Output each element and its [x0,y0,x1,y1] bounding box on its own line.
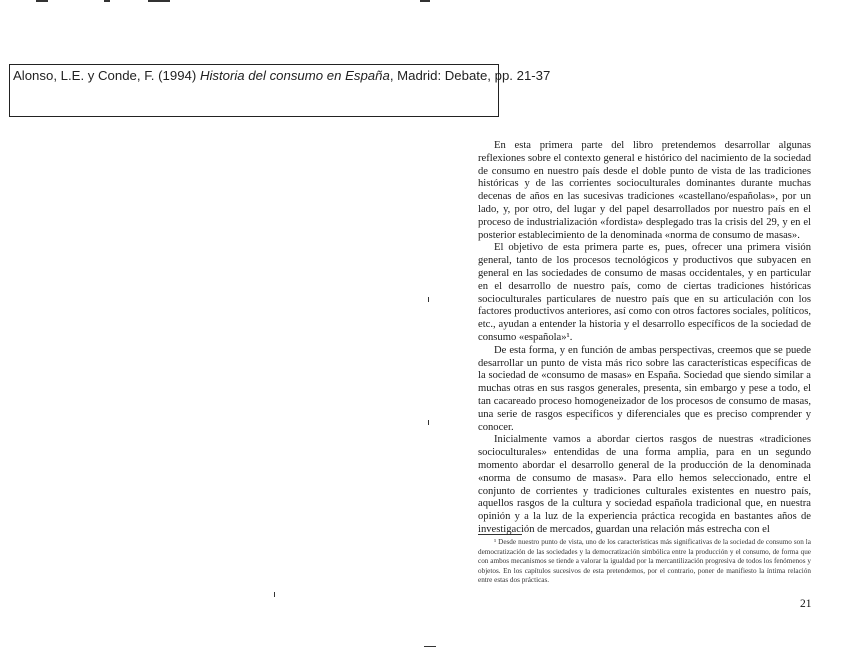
scan-mark [104,0,110,2]
paragraph: En esta primera parte del libro pretendemos desarrollar algunas reflexiones sobre el contexto general e histórico del nacimiento de la sociedad de consumo en nuestro país desde el doble punto de vista de las tradiciones históricas y de las corrientes socioculturales dominantes durante muchas decenas de años en las sucesivas tradiciones «castellano/españolas», por un lado, y, por otro, del lugar y del papel desarrollados por nuestro país en el proceso de industrialización «fordista» desplegado tras la crisis del 29, y en el posterior establecimiento de la denominada «norma de consumo de masas». [478,140,811,241]
scan-mark [428,297,429,302]
citation-publisher: , Madrid: Debate, pp. 21-37 [389,68,551,83]
scan-mark [148,0,170,2]
scan-mark [420,0,430,2]
citation-box [9,64,551,117]
citation-authors: Alonso, L.E. y Conde, F. (1994) [13,68,200,83]
scan-mark [428,420,429,425]
paragraph: De esta forma, y en función de ambas perspectivas, creemos que se puede desarrollar un punto de vista más rico sobre las características específicas de la sociedad de «consumo de masas» en España. Sociedad que siendo similar a muchas otras en sus rasgos generales, presenta, sin embargo y pese a todo, el tan cacareado proceso homogeneizador de los procesos de consumo de masas, una serie de rasgos específicos y diferenciales que es preciso comprender y conocer. [478,344,811,433]
scan-mark [36,0,48,2]
footnote-rule [478,534,522,535]
body-text [478,140,811,537]
paragraph: El objetivo de esta primera parte es, pues, ofrecer una primera visión general, tanto de los procesos tecnológicos y productivos que subyacen en general en las sociedades de consumo de masas occidentales, y en particular en el desarrollo de nuestro país, como de ciertas tradiciones históricas socioculturales particulares de nuestro país que en su articulación con los factores productivos anteriores, así como con otros factores sociales, políticos, etc., ayudan a entender la historia y el desarrollo específicos de la sociedad de consumo «española»¹. [478,242,811,343]
page-number: 21 [800,598,812,610]
scan-mark [274,592,275,597]
paragraph: Inicialmente vamos a abordar ciertos rasgos de nuestras «tradiciones socioculturales» entendidas de una forma amplia, para en un segundo momento abordar el desarrollo general de la producción de la denominada «norma de consumo de masas». Para ello hemos seleccionado, entre el conjunto de corrientes y tradiciones culturales existentes en nuestro país, aquellos rasgos de la cultura y sociedad española tradicional que, en nuestra opinión y a la luz de la experiencia práctica recogida en bastantes años de investigación de mercados, guardan una relación más estrecha con el [478,434,811,535]
citation-title: Historia del consumo en España [199,68,390,83]
footnote-text: ¹ Desde nuestro punto de vista, uno de los características más significativas de la sociedad de consumo son la democratización de las sociedades y la democratización simbólica entre la producción y el consumo, de forma que con ambos mecanismos se tiende a valorar la igualdad por la mercantilización progresiva de todos los fenómenos y objetos. En los capítulos sucesivos de esta pretendemos, por el contrario, poner de manifiesto la íntima relación entre estas dos prácticas. [478,538,811,585]
footnote [478,538,811,586]
scan-mark [424,646,436,647]
